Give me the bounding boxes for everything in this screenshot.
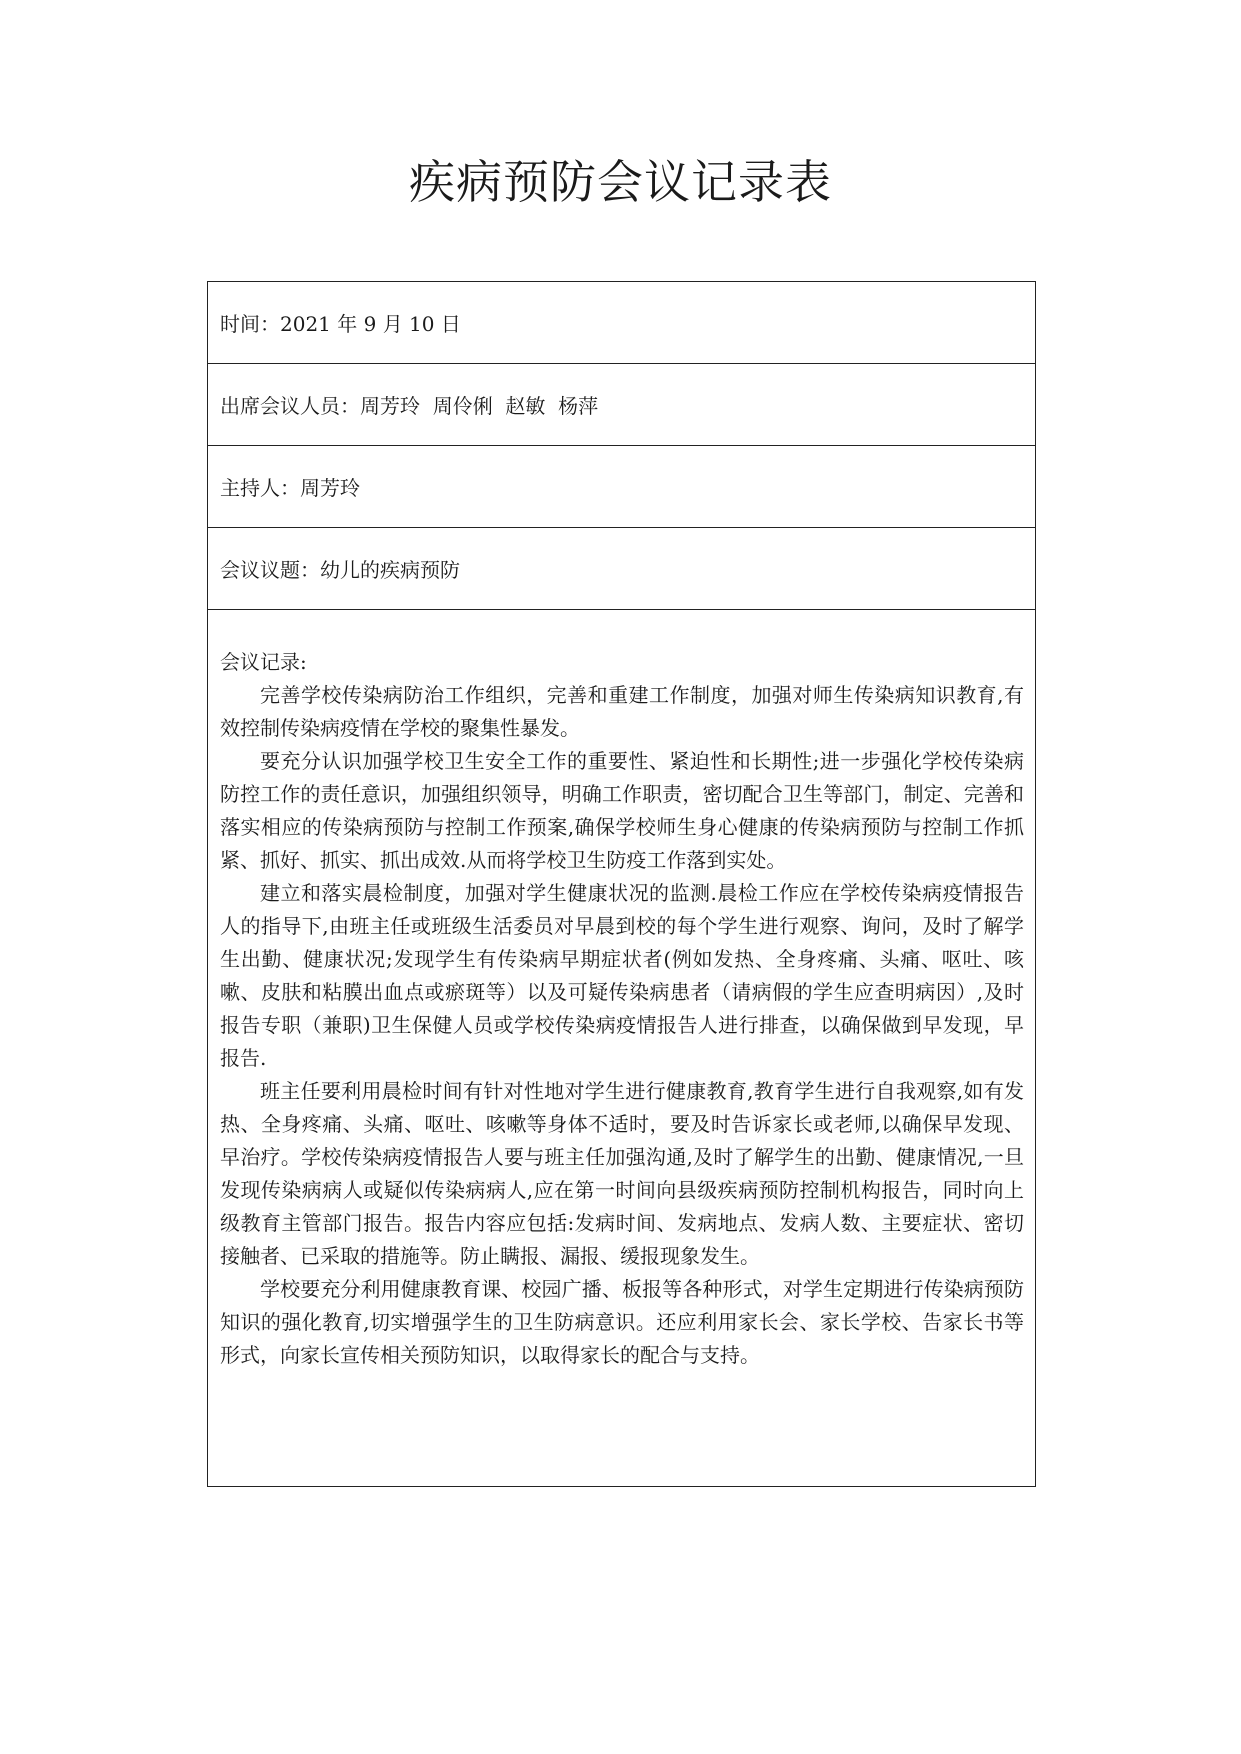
topic-label: 会议议题：: [220, 558, 320, 582]
attendees-label: 出席会议人员：: [220, 394, 360, 418]
notes-paragraph: 学校要充分利用健康教育课、校园广播、板报等各种形式，对学生定期进行传染病预防知识的强化教育,切实增强学生的卫生防病意识。还应利用家长会、家长学校、告家长书等形式，向家长宣传相关预防知识，以取得家长的配合与支持。: [220, 1277, 1024, 1367]
notes-label: 会议记录:: [220, 650, 307, 674]
notes-section: [208, 610, 1035, 1372]
notes-paragraph: 建立和落实晨检制度，加强对学生健康状况的监测.晨检工作应在学校传染病疫情报告人的指导下,由班主任或班级生活委员对早晨到校的每个学生进行观察、询问，及时了解学生出勤、健康状况;发现学生有传染病早期症状者(例如发热、全身疼痛、头痛、呕吐、咳嗽、皮肤和粘膜出血点或瘀斑等）以及可疑传染病患者（请病假的学生应查明病因）,及时报告专职（兼职)卫生保健人员或学校传染病疫情报告人进行排查，以确保做到早发现，早报告.: [220, 881, 1024, 1070]
time-label: 时间：: [220, 312, 280, 336]
host-label: 主持人：: [220, 476, 300, 500]
topic-value: 幼儿的疾病预防: [320, 558, 460, 582]
notes-paragraph: 要充分认识加强学校卫生安全工作的重要性、紧迫性和长期性;进一步强化学校传染病防控工作的责任意识，加强组织领导，明确工作职责，密切配合卫生等部门，制定、完善和落实相应的传染病预防与控制工作预案,确保学校师生身心健康的传染病预防与控制工作抓紧、抓好、抓实、抓出成效.从而将学校卫生防疫工作落到实处。: [220, 749, 1024, 872]
topic-row: [208, 528, 1035, 610]
page-title: 疾病预防会议记录表: [409, 155, 832, 209]
notes-paragraph: 班主任要利用晨检时间有针对性地对学生进行健康教育,教育学生进行自我观察,如有发热、全身疼痛、头痛、呕吐、咳嗽等身体不适时，要及时告诉家长或老师,以确保早发现、早治疗。学校传染病疫情报告人要与班主任加强沟通,及时了解学生的出勤、健康情况,一旦发现传染病病人或疑似传染病病人,应在第一时间向县级疾病预防控制机构报告，同时向上级教育主管部门报告。报告内容应包括:发病时间、发病地点、发病人数、主要症状、密切接触者、已采取的措施等。防止瞒报、漏报、缓报现象发生。: [220, 1079, 1024, 1268]
host-row: [208, 446, 1035, 528]
time-value: 2021 年 9 月 10 日: [280, 312, 461, 336]
notes-paragraph: 完善学校传染病防治工作组织，完善和重建工作制度，加强对师生传染病知识教育,有效控制传染病疫情在学校的聚集性暴发。: [220, 683, 1024, 740]
attendees-value: 周芳玲 周伶俐 赵敏 杨萍: [360, 394, 599, 418]
host-value: 周芳玲: [300, 476, 360, 500]
meeting-record-table: [207, 281, 1036, 1487]
time-row: [208, 282, 1035, 364]
attendees-row: [208, 364, 1035, 446]
